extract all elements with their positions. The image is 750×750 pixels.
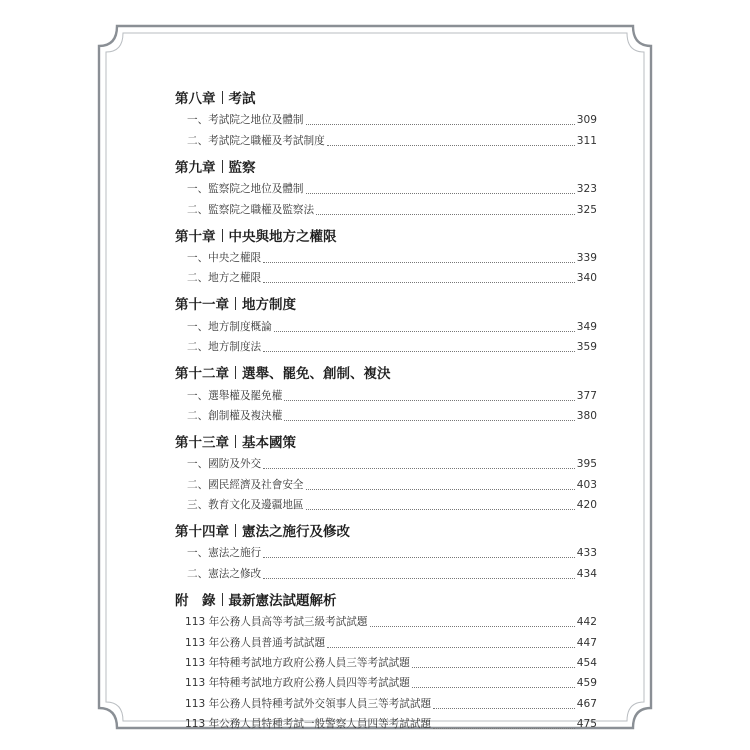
toc-entry: 二、國民經濟及社會安全 403 (187, 478, 597, 491)
chapter-heading: 第十一章 地方制度 (175, 297, 296, 314)
toc-entry: 二、創制權及複決權 380 (187, 409, 597, 422)
toc-entry: 二、憲法之修改 434 (187, 567, 597, 580)
toc-entry: 二、地方之權限 340 (187, 272, 597, 285)
toc-entry: 113 年公務人員特種考試一般警察人員四等考試試題 475 (185, 718, 597, 731)
table-of-contents (175, 88, 597, 734)
toc-entry: 一、國防及外交 395 (187, 458, 597, 471)
toc-entry: 113 年特種考試地方政府公務人員四等考試試題 459 (185, 677, 597, 690)
appendix-heading: 附 錄 最新憲法試題解析 (175, 592, 337, 609)
toc-entry: 一、憲法之施行 433 (187, 547, 597, 560)
toc-entry: 113 年公務人員特種考試外交領事人員三等考試試題 467 (185, 697, 597, 710)
toc-entry: 一、中央之權限 339 (187, 251, 597, 264)
toc-entry: 二、地方制度法 359 (187, 341, 597, 354)
chapter-heading: 第八章 考試 (175, 91, 256, 107)
toc-entry: 二、考試院之職權及考試制度 311 (187, 134, 597, 147)
chapter-heading: 第十三章 基本國策 (175, 434, 296, 451)
chapter-heading: 第十二章 選舉、罷免、創制、複決 (175, 366, 391, 383)
toc-entry: 113 年公務人員普通考試試題 447 (185, 636, 597, 649)
toc-entry: 三、教育文化及邊疆地區 420 (187, 499, 597, 512)
chapter-heading: 第十章 中央與地方之權限 (175, 228, 337, 245)
toc-entry: 一、監察院之地位及體制 323 (187, 183, 597, 196)
chapter-heading: 第十四章 憲法之施行及修改 (175, 524, 350, 541)
toc-entry: 一、選舉權及罷免權 377 (187, 389, 597, 402)
toc-entry: 113 年特種考試地方政府公務人員三等考試試題 454 (185, 657, 597, 670)
toc-entry: 二、監察院之職權及監察法 325 (187, 203, 597, 216)
toc-entry: 一、考試院之地位及體制 309 (187, 114, 597, 127)
toc-entry: 一、地方制度概論 349 (187, 320, 597, 333)
toc-entry: 113 年公務人員高等考試三級考試試題 442 (185, 616, 597, 629)
chapter-heading: 第九章 監察 (175, 159, 256, 176)
